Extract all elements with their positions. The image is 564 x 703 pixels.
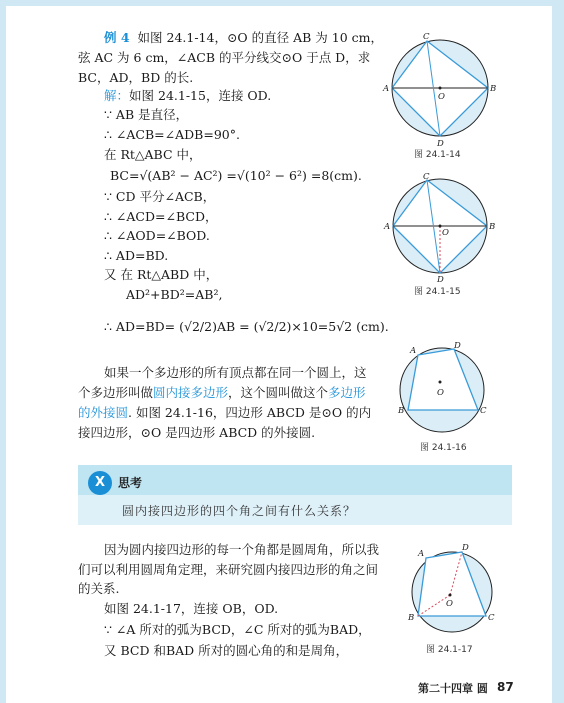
- fig14-label-a: A: [383, 84, 390, 94]
- solution-label: 解：: [104, 88, 130, 103]
- page-frame-top: [0, 0, 564, 6]
- page-frame-left: [0, 0, 6, 703]
- fig15-label-b: B: [489, 222, 496, 232]
- page-frame-right: [552, 0, 564, 703]
- fig16-label-o: O: [437, 388, 444, 398]
- figure-24-1-14-caption: 图 24.1-14: [414, 150, 461, 160]
- term-inscribed-polygon: 圆内接多边形: [153, 385, 229, 400]
- fig17-label-b: B: [408, 613, 415, 623]
- solution-line-1: [104, 87, 271, 105]
- solution-line-5: BC=√(AB² − AC²) =√(10² − 6²) =8(cm).: [110, 168, 362, 183]
- proof-line-3: 的关系.: [78, 581, 120, 596]
- definition-line-4: 接四边形，⊙O 是四边形 ABCD 的外接圆.: [78, 425, 316, 440]
- fig17-label-o: O: [446, 599, 453, 609]
- solution-line-3: ∴ ∠ACB=∠ADB=90°.: [104, 127, 240, 142]
- figure-24-1-16: [392, 340, 496, 434]
- definition-line-1: 如果一个多边形的所有顶点都在同一个圆上，这: [104, 365, 367, 380]
- chapter-footer: 第二十四章 圆: [418, 682, 488, 695]
- definition-text-2a: 个多边形叫做: [78, 385, 154, 400]
- fig16-label-a: A: [410, 346, 417, 356]
- solution-line-7: ∴ ∠ACD=∠BCD，: [104, 209, 218, 224]
- fig16-label-b: B: [398, 406, 405, 416]
- solution-line-6: ∵ CD 平分∠ACB，: [104, 189, 216, 204]
- solution-line-2: ∵ AB 是直径，: [104, 107, 189, 122]
- solution-line-4: 在 Rt△ABC 中，: [104, 147, 202, 162]
- solution-line-11: AD²+BD²=AB²,: [126, 287, 223, 302]
- think-question: 圆内接四边形的四个角之间有什么关系？: [122, 504, 357, 518]
- figure-24-1-16-caption: 图 24.1-16: [420, 443, 467, 453]
- figure-24-1-17: [402, 540, 500, 636]
- definition-line-2: [78, 384, 366, 402]
- fig17-label-c: C: [488, 613, 495, 623]
- definition-line-3: [78, 404, 371, 422]
- fig17-label-a: A: [418, 549, 425, 559]
- think-box-header: [78, 465, 512, 495]
- figure-24-1-17-caption: 图 24.1-17: [426, 645, 473, 655]
- proof-line-2: 们可以利用圆周角定理，来研究圆内接四边形的角之间: [78, 562, 379, 577]
- proof-line-1: 因为圆内接四边形的每一个角都是圆周角，所以我: [104, 542, 380, 557]
- solution-text-1: 如图 24.1-15，连接 OD.: [129, 88, 272, 103]
- fig15-label-c: C: [423, 172, 430, 182]
- fig15-label-d: D: [437, 275, 444, 284]
- figure-24-1-15-caption: 图 24.1-15: [414, 287, 461, 297]
- definition-text-2c: ，这个圆叫做这个: [228, 385, 329, 400]
- fig14-label-d: D: [437, 139, 444, 148]
- figure-24-1-15: [382, 172, 498, 284]
- example-line-2: 弦 AC 为 6 cm，∠ACB 的平分线交⊙O 于点 D，求: [78, 50, 371, 65]
- fig16-label-d: D: [454, 341, 461, 351]
- fig16-label-c: C: [480, 406, 487, 416]
- solution-line-10: 又 在 Rt△ABD 中，: [104, 267, 219, 282]
- fig17-label-d: D: [462, 543, 469, 553]
- term-circumcircle: 的外接圆: [78, 405, 129, 420]
- proof-line-5: ∵ ∠A 所对的弧为BCD，∠C 所对的弧为BAD，: [104, 622, 371, 637]
- solution-line-8: ∴ ∠AOD=∠BOD.: [104, 228, 210, 243]
- fig15-label-a: A: [384, 222, 391, 232]
- definition-text-3b: . 如图 24.1-16，四边形 ABCD 是⊙O 的内: [128, 405, 372, 420]
- fig14-label-o: O: [438, 92, 445, 102]
- fig14-label-c: C: [423, 32, 430, 42]
- example-tag: 例 4: [104, 30, 130, 45]
- example-text-1: 如图 24.1-14，⊙O 的直径 AB 为 10 cm，: [137, 30, 384, 45]
- solution-line-9: ∴ AD=BD.: [104, 248, 169, 263]
- term-polygon: 多边形: [328, 385, 366, 400]
- fig14-label-b: B: [490, 84, 497, 94]
- think-icon: X: [88, 471, 112, 495]
- example-line-1: [104, 29, 383, 47]
- figure-24-1-14: [382, 30, 498, 148]
- proof-line-4: 如图 24.1-17，连接 OB，OD.: [104, 601, 279, 616]
- think-title: 思考: [118, 476, 143, 490]
- fig15-label-o: O: [442, 228, 449, 238]
- solution-line-12: ∴ AD=BD= (√2/2)AB = (√2/2)×10=5√2 (cm).: [104, 319, 389, 334]
- example-line-3: BC，AD，BD 的长.: [78, 70, 194, 85]
- proof-line-6: 又 BCD 和BAD 所对的圆心角的和是周角，: [104, 643, 349, 658]
- page-number: 87: [497, 680, 514, 694]
